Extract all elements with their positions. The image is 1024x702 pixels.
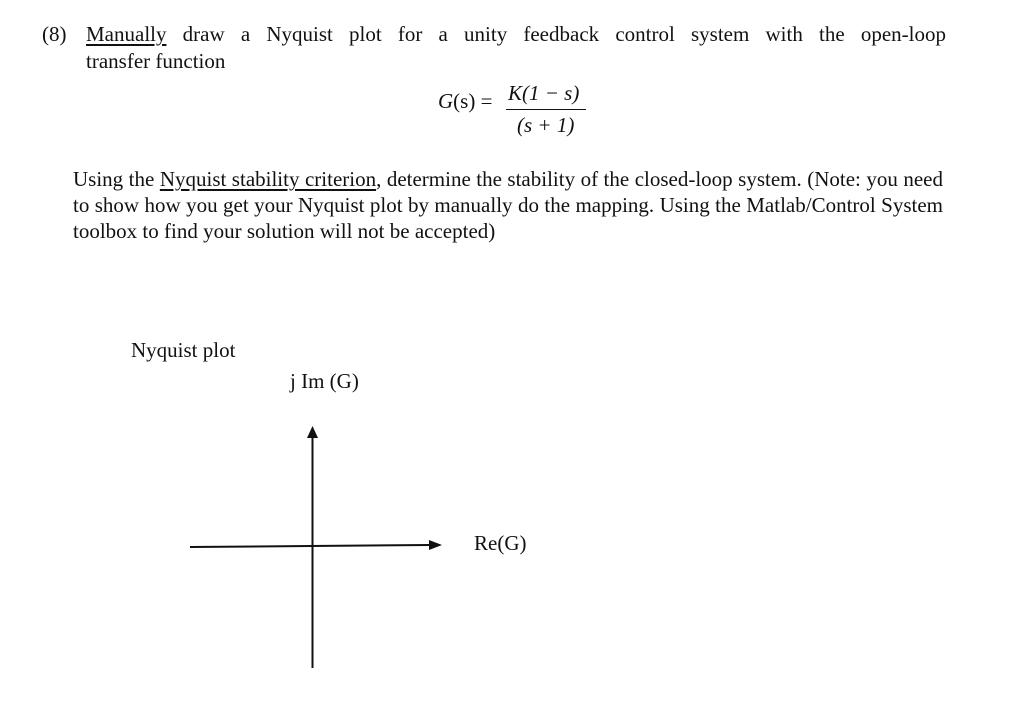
real-axis-arrowhead (429, 540, 442, 550)
question-text-line2: transfer function (86, 49, 226, 73)
transfer-function-denominator: (s + 1) (517, 113, 575, 137)
imaginary-axis-arrowhead (307, 426, 318, 438)
nyquist-criterion-link: Nyquist stability criterion (159, 167, 377, 191)
plot-heading: Nyquist plot (131, 338, 236, 362)
x-axis-label: Re(G) (474, 531, 527, 555)
instructions-prefix: Using the (73, 167, 160, 191)
problem-number: (8) (42, 22, 67, 46)
real-axis (190, 545, 430, 547)
y-axis-label: j Im (G) (290, 369, 359, 393)
instructions-suffix: , determine the stability of the closed-loop system. (Note: you need to show how you get your Nyquist plot by manually do the mapping. Using the Matlab/Control System toolbox to find your solution will not be accepted) (73, 167, 943, 243)
manually-emphasis: Manually (86, 22, 167, 46)
lhs-argument: (s) = (453, 89, 493, 113)
lhs-variable: G (438, 89, 454, 113)
question-text-rest: draw a Nyquist plot for a unity feedback control system with the open-loop (166, 22, 946, 46)
transfer-function-numerator: K(1 − s) (508, 81, 580, 105)
